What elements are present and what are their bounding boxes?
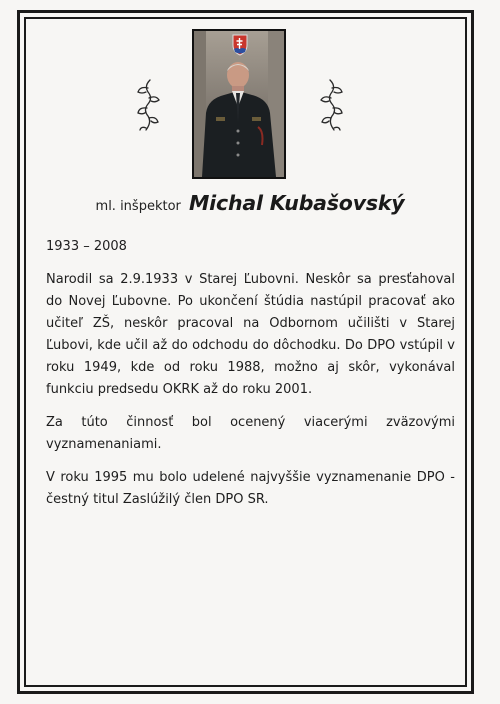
paragraph-biography: Narodil sa 2.9.1933 v Starej Ľubovni. Neskôr sa presťahoval do Novej Ľubovne. Po ukončení štúdia nastúpil pracovať ako učiteľ ZŠ, neskôr pracoval na Odbornom učilišti v Starej Ľubovi, kde učil až do odchodu do dôchodku. Do DPO vstúpil v roku 1949, kde od roku 1988, možno aj skôr, vykonával funkciu predsedu OKRK až do roku 2001. (46, 272, 455, 397)
coat-of-arms-icon (233, 35, 247, 55)
obituary-text (46, 236, 455, 522)
floral-ornament-icon (316, 78, 346, 132)
life-years: 1933 – 2008 (46, 239, 127, 254)
floral-ornament-icon (134, 78, 164, 132)
paragraph-honor: V roku 1995 mu bolo udelené najvyššie vyznamenanie DPO - čestný titul Zaslúžilý člen DPO SR. (46, 470, 455, 507)
paragraph-awards: Za túto činnosť bol ocenený viacerými zväzovými vyznamenaniami. (46, 415, 455, 452)
rank-label: ml. inšpektor (95, 199, 181, 214)
person-name: Michal Kubašovský (188, 191, 405, 215)
name-heading (0, 191, 500, 215)
portrait-photo (192, 29, 286, 179)
